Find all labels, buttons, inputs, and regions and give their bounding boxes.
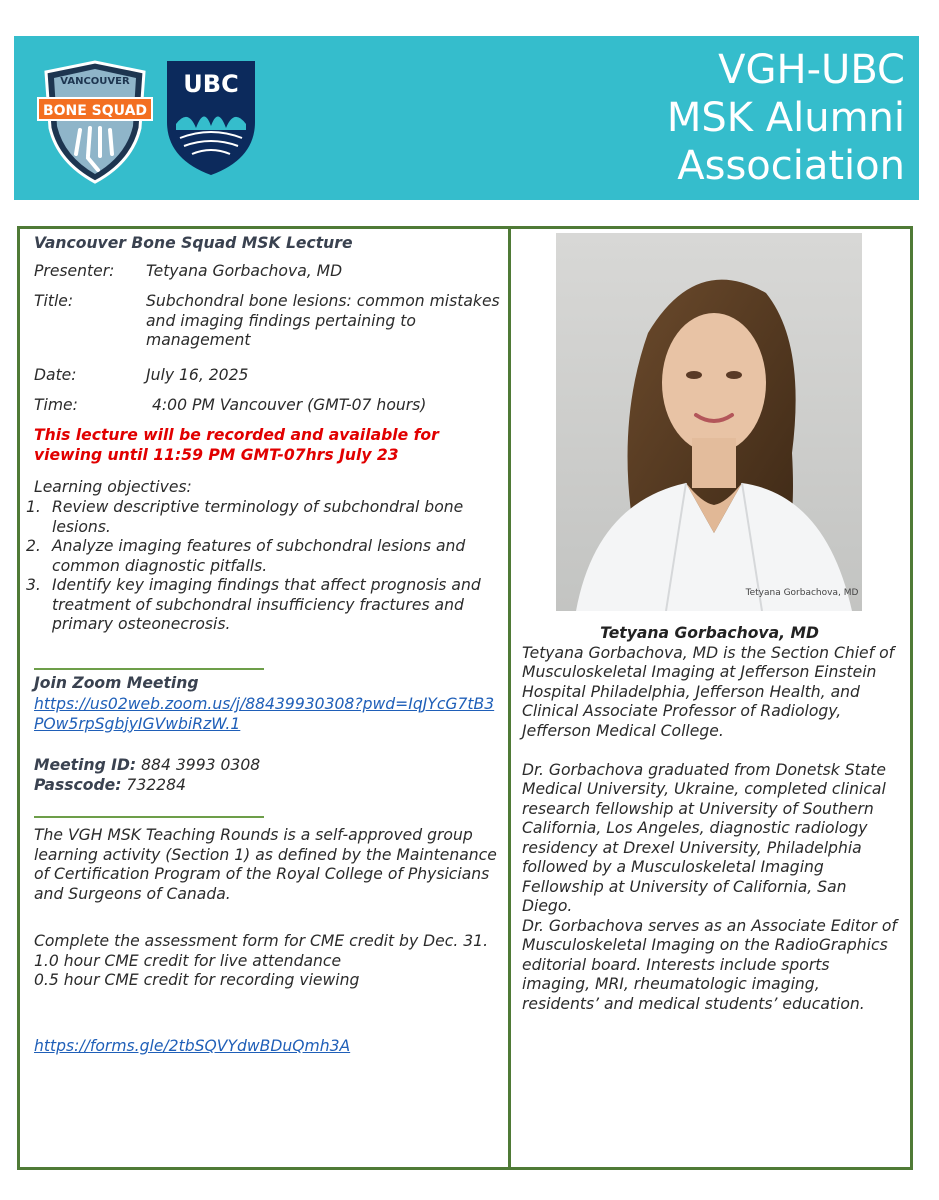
assessment-form-link[interactable]: https://forms.gle/2tbSQVYdwBDuQmh3A xyxy=(34,1037,351,1055)
presenter-photo xyxy=(556,233,862,611)
coat-embroidery: Tetyana Gorbachova, MD xyxy=(745,588,859,598)
cme-credit-info xyxy=(34,932,502,991)
objectives-list xyxy=(26,498,504,635)
title-line: MSK Alumni xyxy=(666,95,905,141)
bone-squad-logo-main: BONE SQUAD xyxy=(42,103,148,119)
time-value: 4:00 PM Vancouver (GMT-07 hours) xyxy=(152,396,427,414)
meeting-id-value: 884 3993 0308 xyxy=(141,756,261,774)
date-value: July 16, 2025 xyxy=(146,366,249,384)
objective-text: Review descriptive terminology of subchondral bone lesions. xyxy=(52,498,464,536)
objective-item xyxy=(26,576,504,635)
bio-name: Tetyana Gorbachova, MD xyxy=(600,624,819,642)
cme-paragraph: The VGH MSK Teaching Rounds is a self-approved group learning activity (Section 1) as defined by the Maintenance of Certification Program of the Royal College of Physicians and Surgeons of Canada. xyxy=(34,826,497,903)
objective-text: Analyze imaging features of subchondral lesions and common diagnostic pitfalls. xyxy=(52,537,466,575)
objective-number: 2. xyxy=(26,537,41,555)
presenter-bio xyxy=(522,624,897,1014)
passcode-value: 732284 xyxy=(126,775,186,794)
passcode-row xyxy=(34,776,260,796)
bone-squad-logo-top: VANCOUVER xyxy=(60,76,130,87)
objective-number: 1. xyxy=(26,498,41,516)
paragraph-gap xyxy=(522,741,897,761)
ubc-logo-text: UBC xyxy=(183,70,239,98)
date-label: Date: xyxy=(34,366,77,384)
objective-number: 3. xyxy=(26,576,41,594)
bone-squad-logo xyxy=(36,58,154,186)
bio-paragraph: Dr. Gorbachova graduated from Donetsk State Medical University, Ukraine, completed clinical research fellowship at University of Southern California, Los Angeles, diagnostic radiology residency at Drexel University, Philadelphia followed by a Musculoskeletal Imaging Fellowship at University of California, San Diego. xyxy=(522,760,887,915)
presenter-value: Tetyana Gorbachova, MD xyxy=(146,262,343,280)
meeting-id-label: Meeting ID: xyxy=(34,756,137,774)
time-label: Time: xyxy=(34,396,78,414)
zoom-meeting-link[interactable]: https://us02web.zoom.us/j/88439930308?pwd=IqJYcG7tB3POw5rpSgbjyIGVwbiRzW.1 xyxy=(34,695,495,733)
title-line: Association xyxy=(677,143,905,189)
column-divider xyxy=(508,226,511,1170)
objective-item xyxy=(26,537,504,576)
passcode-label: Passcode: xyxy=(34,775,122,794)
lecture-title: Vancouver Bone Squad MSK Lecture xyxy=(34,234,353,252)
bio-paragraph: Tetyana Gorbachova, MD is the Section Chief of Musculoskeletal Imaging at Jefferson Einstein Hospital Philadelphia, Jefferson Health, and Clinical Associate Professor of Radiology, Jefferson Medical College. xyxy=(522,643,895,740)
cme-recording-credit: 0.5 hour CME credit for recording viewing xyxy=(34,971,360,989)
ubc-logo xyxy=(164,58,258,178)
title-line: VGH-UBC xyxy=(718,47,905,93)
meeting-id-row xyxy=(34,756,260,776)
objectives-heading: Learning objectives: xyxy=(34,478,192,496)
bio-paragraph: Dr. Gorbachova serves as an Associate Editor of Musculoskeletal Imaging on the RadioGraphics editorial board. Interests include sports imaging, MRI, rheumatologic imaging, residents’ and medical students’ education. xyxy=(522,916,897,1013)
zoom-heading: Join Zoom Meeting xyxy=(34,674,199,692)
header-banner xyxy=(14,36,919,200)
section-rule xyxy=(34,816,264,818)
cme-live-credit: 1.0 hour CME credit for live attendance xyxy=(34,951,342,970)
presenter-label: Presenter: xyxy=(34,262,115,280)
recording-notice: This lecture will be recorded and available for viewing until 11:59 PM GMT-07hrs July 23 xyxy=(34,426,439,464)
association-title xyxy=(667,46,905,190)
title-label: Title: xyxy=(34,292,74,310)
objective-text: Identify key imaging findings that affect prognosis and treatment of subchondral insufficiency fractures and primary osteonecrosis. xyxy=(52,576,481,633)
meeting-credentials xyxy=(34,756,260,795)
section-rule xyxy=(34,668,264,670)
objective-item xyxy=(26,498,504,537)
cme-assessment: Complete the assessment form for CME credit by Dec. 31. xyxy=(34,932,489,950)
talk-title-value: Subchondral bone lesions: common mistakes and imaging findings pertaining to management xyxy=(146,292,500,349)
